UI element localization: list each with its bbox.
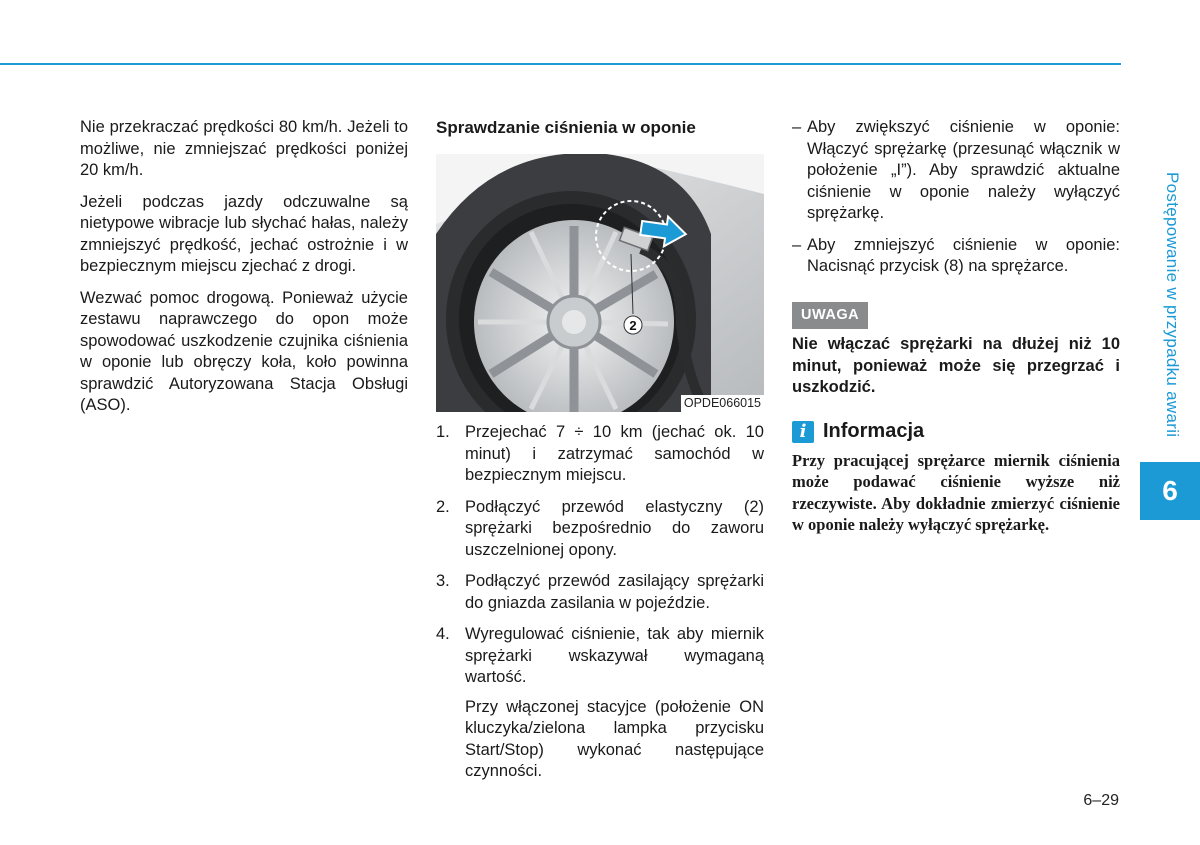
column-middle xyxy=(436,117,764,783)
list-item: – Aby zwiększyć ciśnienie w oponie: Włączyć sprężarkę (przesunąć włącznik w położenie „I”). Aby sprawdzić aktualne ciśnienie w oponie należy wyłączyć sprężarkę. xyxy=(792,118,1120,222)
figure-code: OPDE066015 xyxy=(681,395,764,412)
paragraph-vibration: Jeżeli podczas jazdy odczuwalne są nietypowe wibracje lub słychać hałas, należy zmniejszyć prędkość, jechać ostrożnie i w bezpiecznym miejscu zjechać z drogi. xyxy=(80,192,408,275)
steps-list xyxy=(436,422,764,689)
chapter-title: Postępowanie w przypadku awarii xyxy=(1163,172,1182,438)
column-right xyxy=(792,117,1120,536)
warning-text: Nie włączać sprężarki na dłużej niż 10 minut, ponieważ może się przegrzać i uszkodzić. xyxy=(792,335,1120,396)
info-title: Informacja xyxy=(823,419,925,442)
list-item: – Aby zmniejszyć ciśnienie w oponie: Nacisnąć przycisk (8) na sprężarce. xyxy=(792,235,1120,275)
tire-figure xyxy=(436,154,764,412)
column-left xyxy=(80,117,408,427)
paragraph-speed: Nie przekraczać prędkości 80 km/h. Jeżeli to możliwe, nie zmniejszać prędkości poniżej 20 km/h. xyxy=(80,118,408,179)
warning-badge: UWAGA xyxy=(792,302,868,330)
list-item: 1. Przejechać 7 ÷ 10 km (jechać ok. 10 minut) i zatrzymać samochód w bezpiecznym miejscu. xyxy=(436,423,764,484)
section-title: Sprawdzanie ciśnienia w oponie xyxy=(436,118,696,137)
list-item: 4. Wyregulować ciśnienie, tak aby miernik sprężarki wskazywał wymaganą wartość. xyxy=(436,625,764,686)
figure-callout-2: 2 xyxy=(629,318,637,333)
info-heading xyxy=(792,421,1120,443)
list-item: 3. Podłączyć przewód zasilający sprężarki do gniazda zasilania w pojeździe. xyxy=(436,572,764,612)
list-item: 2. Podłączyć przewód elastyczny (2) sprężarki bezpośrednio do zaworu uszczelnionej opony. xyxy=(436,497,764,559)
header-rule xyxy=(0,63,1121,65)
paragraph-roadside-help: Wezwać pomoc drogową. Ponieważ użycie zestawu naprawczego do opon może spowodować uszkodzenie czujnika ciśnienia w oponie lub obręczy koła, koło powinna sprawdzić Autoryzowana Stacja Obsługi (ASO). xyxy=(80,288,408,414)
ignition-note: Przy włączonej stacyjce (położenie ON kluczyka/zielona lampka przycisku Start/Stop) wykonać następujące czynności. xyxy=(465,697,764,780)
info-text: Przy pracującej sprężarce miernik ciśnienia może podawać ciśnienie wyższe niż rzeczywiste. Aby dokładnie zmierzyć ciśnienie w oponie należy wyłączyć sprężarkę. xyxy=(792,450,1120,534)
info-icon: i xyxy=(792,421,814,443)
tire-illustration xyxy=(436,154,764,412)
chapter-number-tab: 6 xyxy=(1140,462,1200,520)
page-number: 6–29 xyxy=(1083,792,1119,809)
